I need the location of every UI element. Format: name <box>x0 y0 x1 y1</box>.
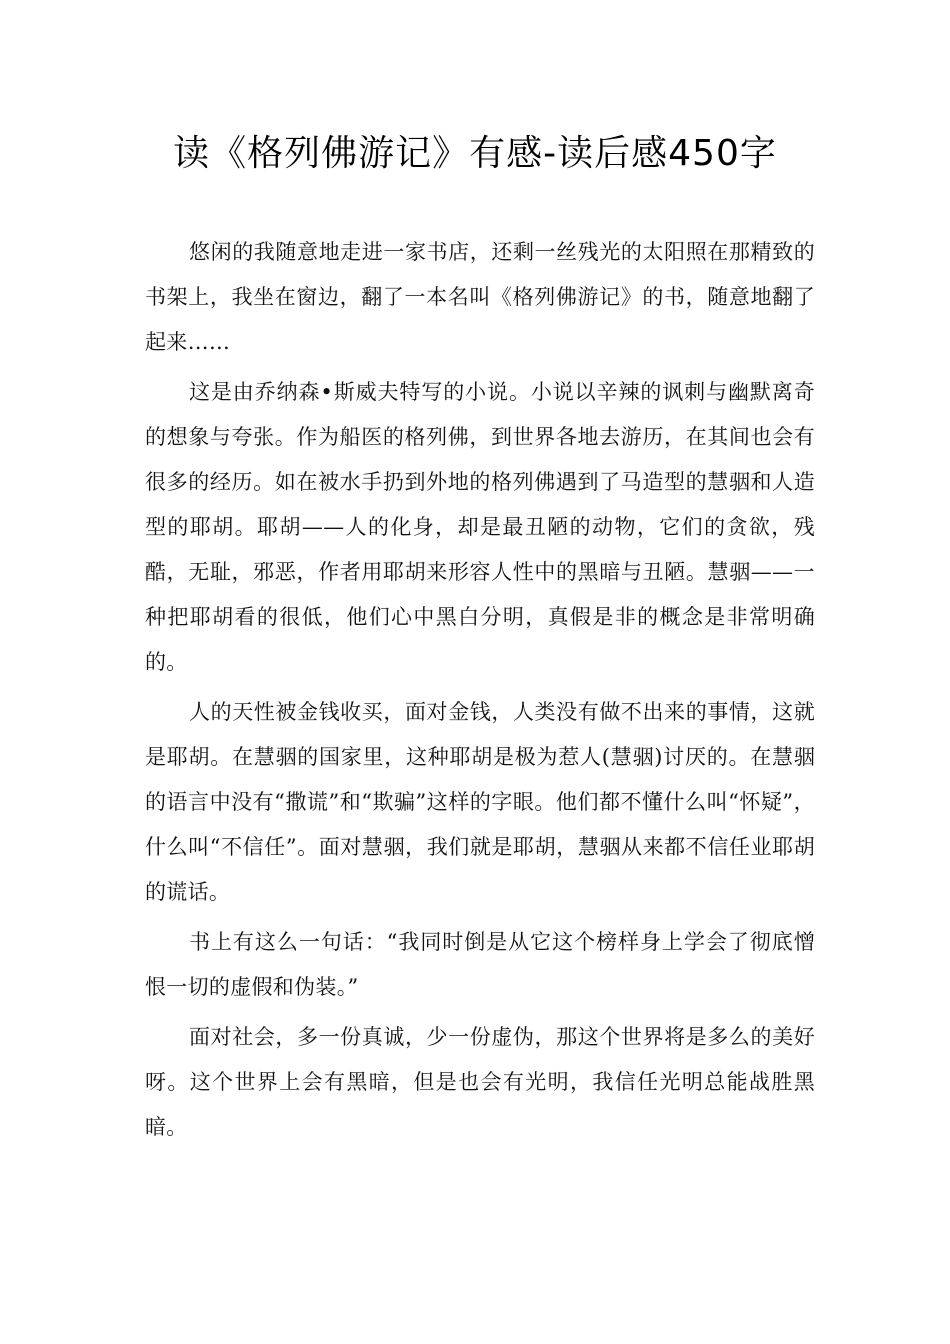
paragraph-3: 人的天性被金钱收买，面对金钱，人类没有做不出来的事情，这就是耶胡。在慧骃的国家里，这种耶胡是极为惹人(慧骃)讨厌的。在慧骃的语言中没有“撒谎”和“欺骗”这样的字眼。他们都不懂什么叫“怀疑”，什么叫“不信任”。面对慧骃，我们就是耶胡，慧骃从来都不信任业耶胡的谎话。 <box>145 700 815 904</box>
document-title: 读《格列佛游记》有感-读后感450字 <box>173 133 777 174</box>
paragraph-2: 这是由乔纳森•斯威夫特写的小说。小说以辛辣的讽刺与幽默离奇的想象与夸张。作为船医的格列佛，到世界各地去游历，在其间也会有很多的经历。如在被水手扔到外地的格列佛遇到了马造型的慧骃和人造型的耶胡。耶胡——人的化身，却是最丑陋的动物，它们的贪欲，残酷，无耻，邪恶，作者用耶胡来形容人性中的黑暗与丑陋。慧骃——一种把耶胡看的很低，他们心中黑白分明，真假是非的概念是非常明确的。 <box>145 380 815 674</box>
paragraph-5: 面对社会，多一份真诚，少一份虚伪，那这个世界将是多么的美好呀。这个世界上会有黑暗，但是也会有光明，我信任光明总能战胜黑暗。 <box>145 1025 815 1139</box>
paragraph-1: 悠闲的我随意地走进一家书店，还剩一丝残光的太阳照在那精致的书架上，我坐在窗边，翻了一本名叫《格列佛游记》的书，随意地翻了起来…… <box>145 240 815 354</box>
paragraph-4: 书上有这么一句话：“我同时倒是从它这个榜样身上学会了彻底憎恨一切的虚假和伪装。” <box>145 930 815 999</box>
document-body <box>145 230 815 1155</box>
